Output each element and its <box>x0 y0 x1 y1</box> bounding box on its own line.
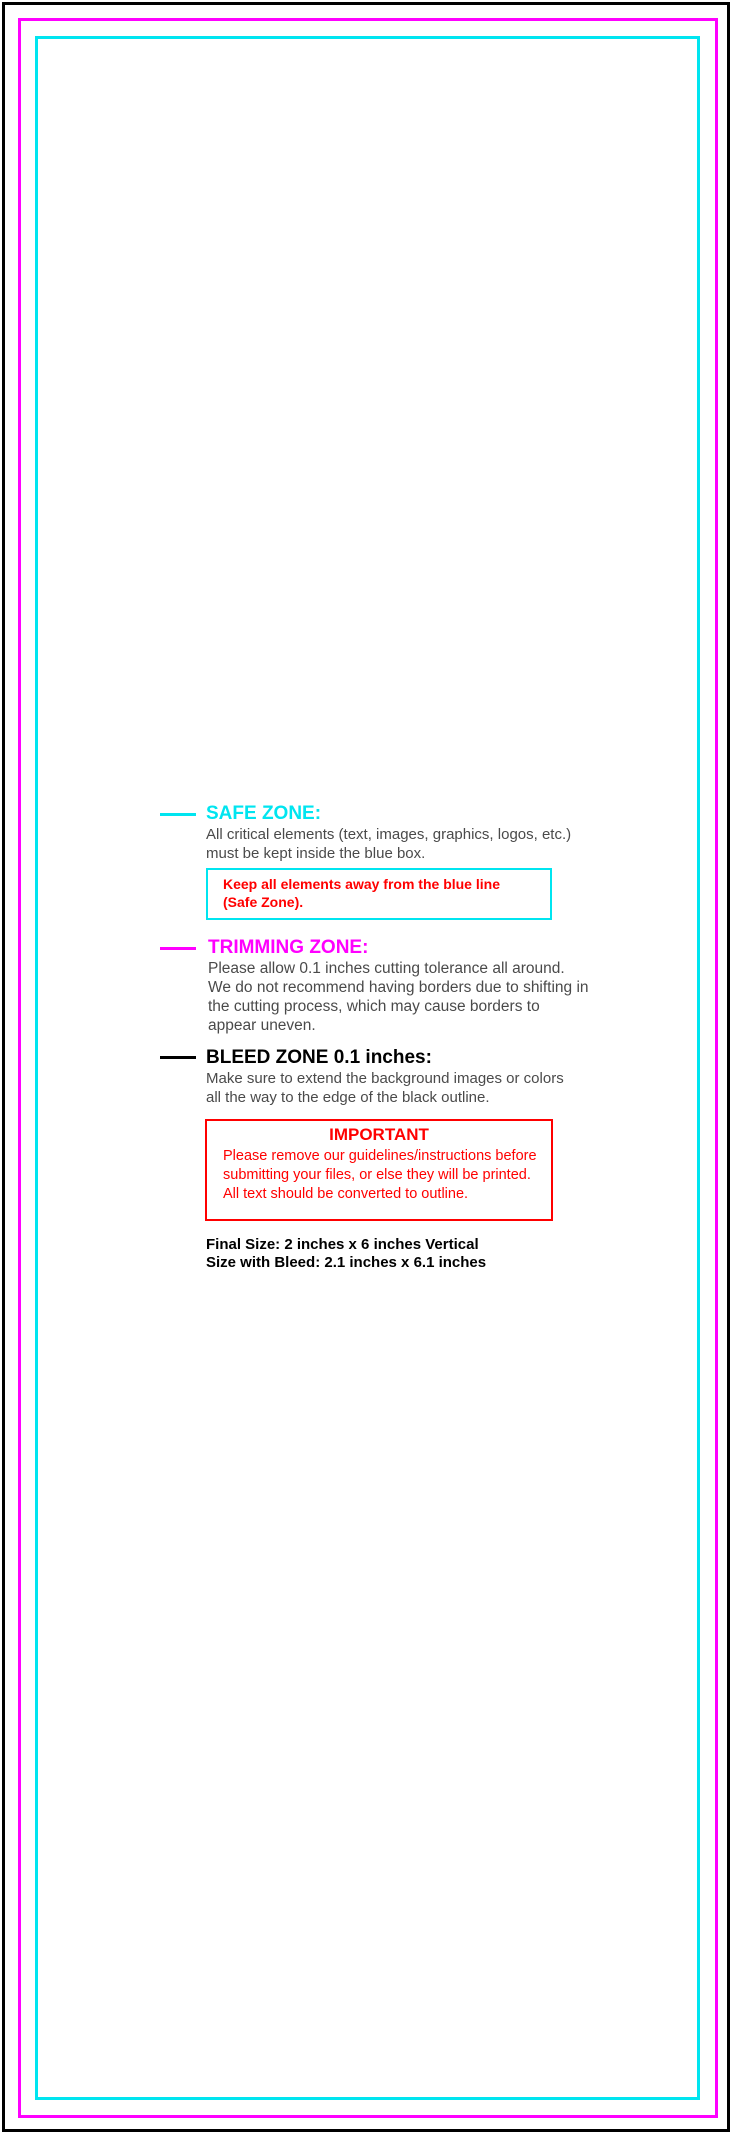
safe-zone-notice-line: (Safe Zone). <box>223 894 304 910</box>
safe-zone-description-line: must be kept inside the blue box. <box>206 845 426 862</box>
important-line: submitting your files, or else they will be printed. <box>223 1167 531 1183</box>
bleed-zone-description-line: all the way to the edge of the black outline. <box>206 1089 490 1106</box>
bleed-zone-title: BLEED ZONE 0.1 inches: <box>206 1047 432 1068</box>
trimming-zone-title: TRIMMING ZONE: <box>208 937 369 958</box>
size-with-bleed-text: Size with Bleed: 2.1 inches x 6.1 inches <box>206 1254 487 1271</box>
trimming-zone-description-line: Please allow 0.1 inches cutting tolerance all around. <box>208 960 565 977</box>
safe-zone-legend-line <box>160 813 196 816</box>
important-line: Please remove our guidelines/instructions before <box>223 1148 537 1164</box>
bleed-zone-description <box>206 1069 606 1107</box>
final-size-text: Final Size: 2 inches x 6 inches Vertical <box>206 1236 479 1253</box>
trimming-zone-description-line: appear uneven. <box>208 1017 316 1034</box>
important-line: All text should be converted to outline. <box>223 1186 469 1202</box>
trimming-zone-description-line: We do not recommend having borders due to shifting in <box>208 979 589 996</box>
safe-zone-notice-box <box>206 868 552 920</box>
important-box <box>205 1119 553 1221</box>
bleed-zone-description-line: Make sure to extend the background images or colors <box>206 1070 564 1087</box>
safe-zone-description-line: All critical elements (text, images, graphics, logos, etc.) <box>206 826 572 843</box>
bleed-zone-legend-line <box>160 1056 196 1059</box>
important-title: IMPORTANT <box>329 1125 429 1144</box>
trimming-zone-description <box>208 959 628 1035</box>
safe-zone-notice-line: Keep all elements away from the blue line <box>223 876 500 892</box>
trimming-zone-legend-line <box>160 947 196 950</box>
safe-zone-description <box>206 825 606 863</box>
size-specs <box>206 1236 486 1272</box>
safe-zone-title: SAFE ZONE: <box>206 803 322 824</box>
trimming-zone-description-line: the cutting process, which may cause borders to <box>208 998 540 1015</box>
